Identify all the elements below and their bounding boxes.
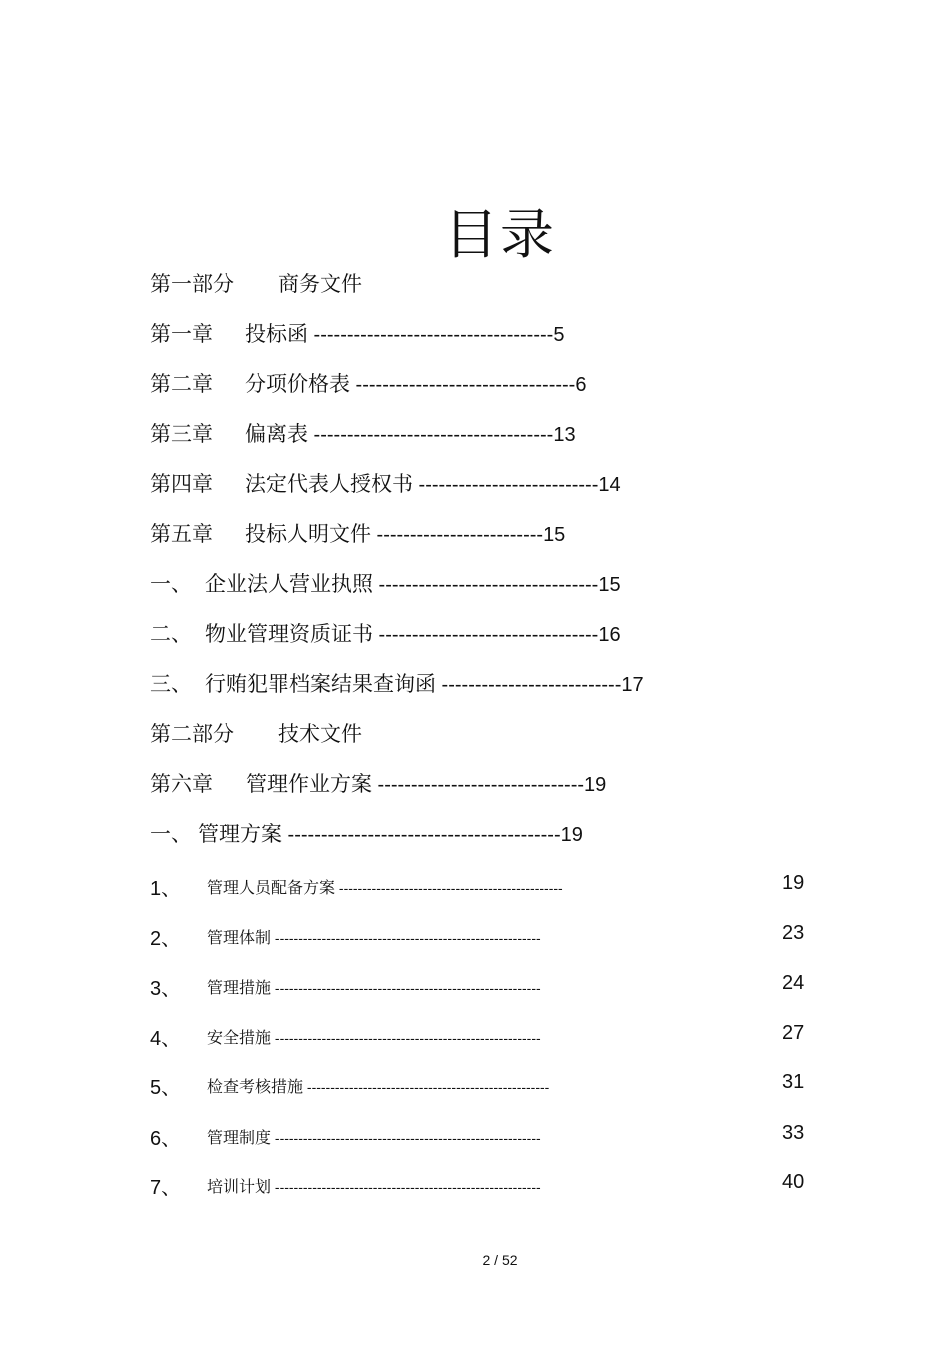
leader-dots: -----------------------------------------	[282, 824, 561, 846]
entry-lead: 三、	[150, 672, 192, 696]
leader-dots: ---------------------------------------------------------	[271, 1030, 541, 1046]
toc-entry[interactable]	[150, 818, 583, 848]
page-number: 19	[584, 774, 607, 796]
leader-dots: ---------------------------	[436, 674, 622, 696]
current-page: 2	[482, 1252, 491, 1268]
entry-lead: 第六章	[150, 772, 213, 796]
entry-name: 管理方案	[198, 822, 282, 846]
entry-name: 偏离表	[245, 422, 308, 446]
leader-dots: ---------------------------------------------------------	[271, 930, 541, 946]
toc-entry[interactable]	[150, 518, 565, 548]
page-number: 17	[621, 674, 644, 696]
leader-dots: ----------------------------------------------------	[303, 1079, 550, 1095]
entry-lead: 第一章	[150, 322, 213, 346]
subentry-name: 管理体制 ---------------------------------------------------------	[207, 928, 541, 947]
part-name: 商务文件	[278, 272, 362, 296]
leader-dots: ------------------------------------------------	[335, 880, 563, 896]
entry-name: 企业法人营业执照	[205, 572, 373, 596]
entry-lead: 第五章	[150, 522, 213, 546]
leader-dots: -------------------------	[371, 524, 544, 546]
page-number: 19	[560, 824, 583, 846]
leader-dots: ---------------------------	[413, 474, 599, 496]
entry-name: 行贿犯罪档案结果查询函	[205, 672, 436, 696]
entry-lead: 第三章	[150, 422, 213, 446]
part-heading-1	[150, 268, 362, 298]
subentry-index: 1、	[150, 878, 182, 900]
entry-lead: 二、	[150, 622, 192, 646]
entry-name: 管理作业方案	[246, 772, 372, 796]
toc-entry[interactable]	[150, 618, 621, 648]
page-separator: /	[494, 1252, 499, 1268]
leader-dots: ---------------------------------	[373, 574, 599, 596]
entry-name: 物业管理资质证书	[205, 622, 373, 646]
part-name: 技术文件	[278, 722, 362, 746]
leader-dots: ---------------------------------	[373, 624, 599, 646]
leader-dots: ---------------------------------	[350, 374, 576, 396]
subentry-name: 管理人员配备方案 ------------------------------------------------	[207, 878, 563, 897]
entry-name: 分项价格表	[245, 372, 350, 396]
page-number: 31	[782, 1071, 805, 1093]
toc-entry[interactable]	[150, 768, 606, 798]
part-label: 第一部分	[150, 272, 234, 296]
subentry-name: 管理制度 ---------------------------------------------------------	[207, 1128, 541, 1147]
page-number: 13	[553, 424, 576, 446]
subentry-name: 培训计划 ---------------------------------------------------------	[207, 1177, 541, 1196]
leader-dots: ---------------------------------------------------------	[271, 1130, 541, 1146]
subentry-name: 安全措施 ---------------------------------------------------------	[207, 1028, 541, 1047]
leader-dots: ---------------------------------------------------------	[271, 980, 541, 996]
page-number: 24	[782, 972, 805, 994]
page-number: 15	[598, 574, 621, 596]
toc-entry[interactable]	[150, 568, 621, 598]
toc-entry[interactable]	[150, 368, 586, 398]
page-number: 5	[553, 324, 565, 346]
leader-dots: ------------------------------------	[308, 424, 554, 446]
subentry-index: 3、	[150, 978, 182, 1000]
page-number: 15	[543, 524, 566, 546]
toc-entry[interactable]	[150, 318, 564, 348]
entry-name: 法定代表人授权书	[245, 472, 413, 496]
toc-entry[interactable]	[150, 468, 621, 498]
subentry-name: 检查考核措施 ----------------------------------------------------	[207, 1077, 550, 1096]
page-number: 16	[598, 624, 621, 646]
page-number: 27	[782, 1022, 805, 1044]
subentry-index: 2、	[150, 928, 182, 950]
entry-lead: 一、	[150, 822, 192, 846]
page-title: 目录	[444, 203, 556, 266]
entry-lead: 第二章	[150, 372, 213, 396]
page-number: 14	[598, 474, 621, 496]
subentry-index: 7、	[150, 1177, 182, 1199]
page-number: 33	[782, 1122, 805, 1144]
entry-name: 投标函	[245, 322, 308, 346]
total-pages: 52	[501, 1252, 518, 1268]
entry-lead: 一、	[150, 572, 192, 596]
toc-entry[interactable]	[150, 668, 644, 698]
subentry-index: 4、	[150, 1028, 182, 1050]
entry-lead: 第四章	[150, 472, 213, 496]
subentry-name: 管理措施 ---------------------------------------------------------	[207, 978, 541, 997]
page-footer	[0, 1252, 950, 1268]
leader-dots: -------------------------------	[372, 774, 585, 796]
leader-dots: ------------------------------------	[308, 324, 554, 346]
entry-name: 投标人明文件	[245, 522, 371, 546]
leader-dots: ---------------------------------------------------------	[271, 1179, 541, 1195]
page-number: 19	[782, 872, 805, 894]
page-number: 6	[575, 374, 587, 396]
subentry-index: 6、	[150, 1128, 182, 1150]
page-number: 23	[782, 922, 805, 944]
part-heading-2	[150, 718, 362, 748]
part-label: 第二部分	[150, 722, 234, 746]
subentry-index: 5、	[150, 1077, 182, 1099]
toc-entry[interactable]	[150, 418, 576, 448]
page-number: 40	[782, 1171, 805, 1193]
